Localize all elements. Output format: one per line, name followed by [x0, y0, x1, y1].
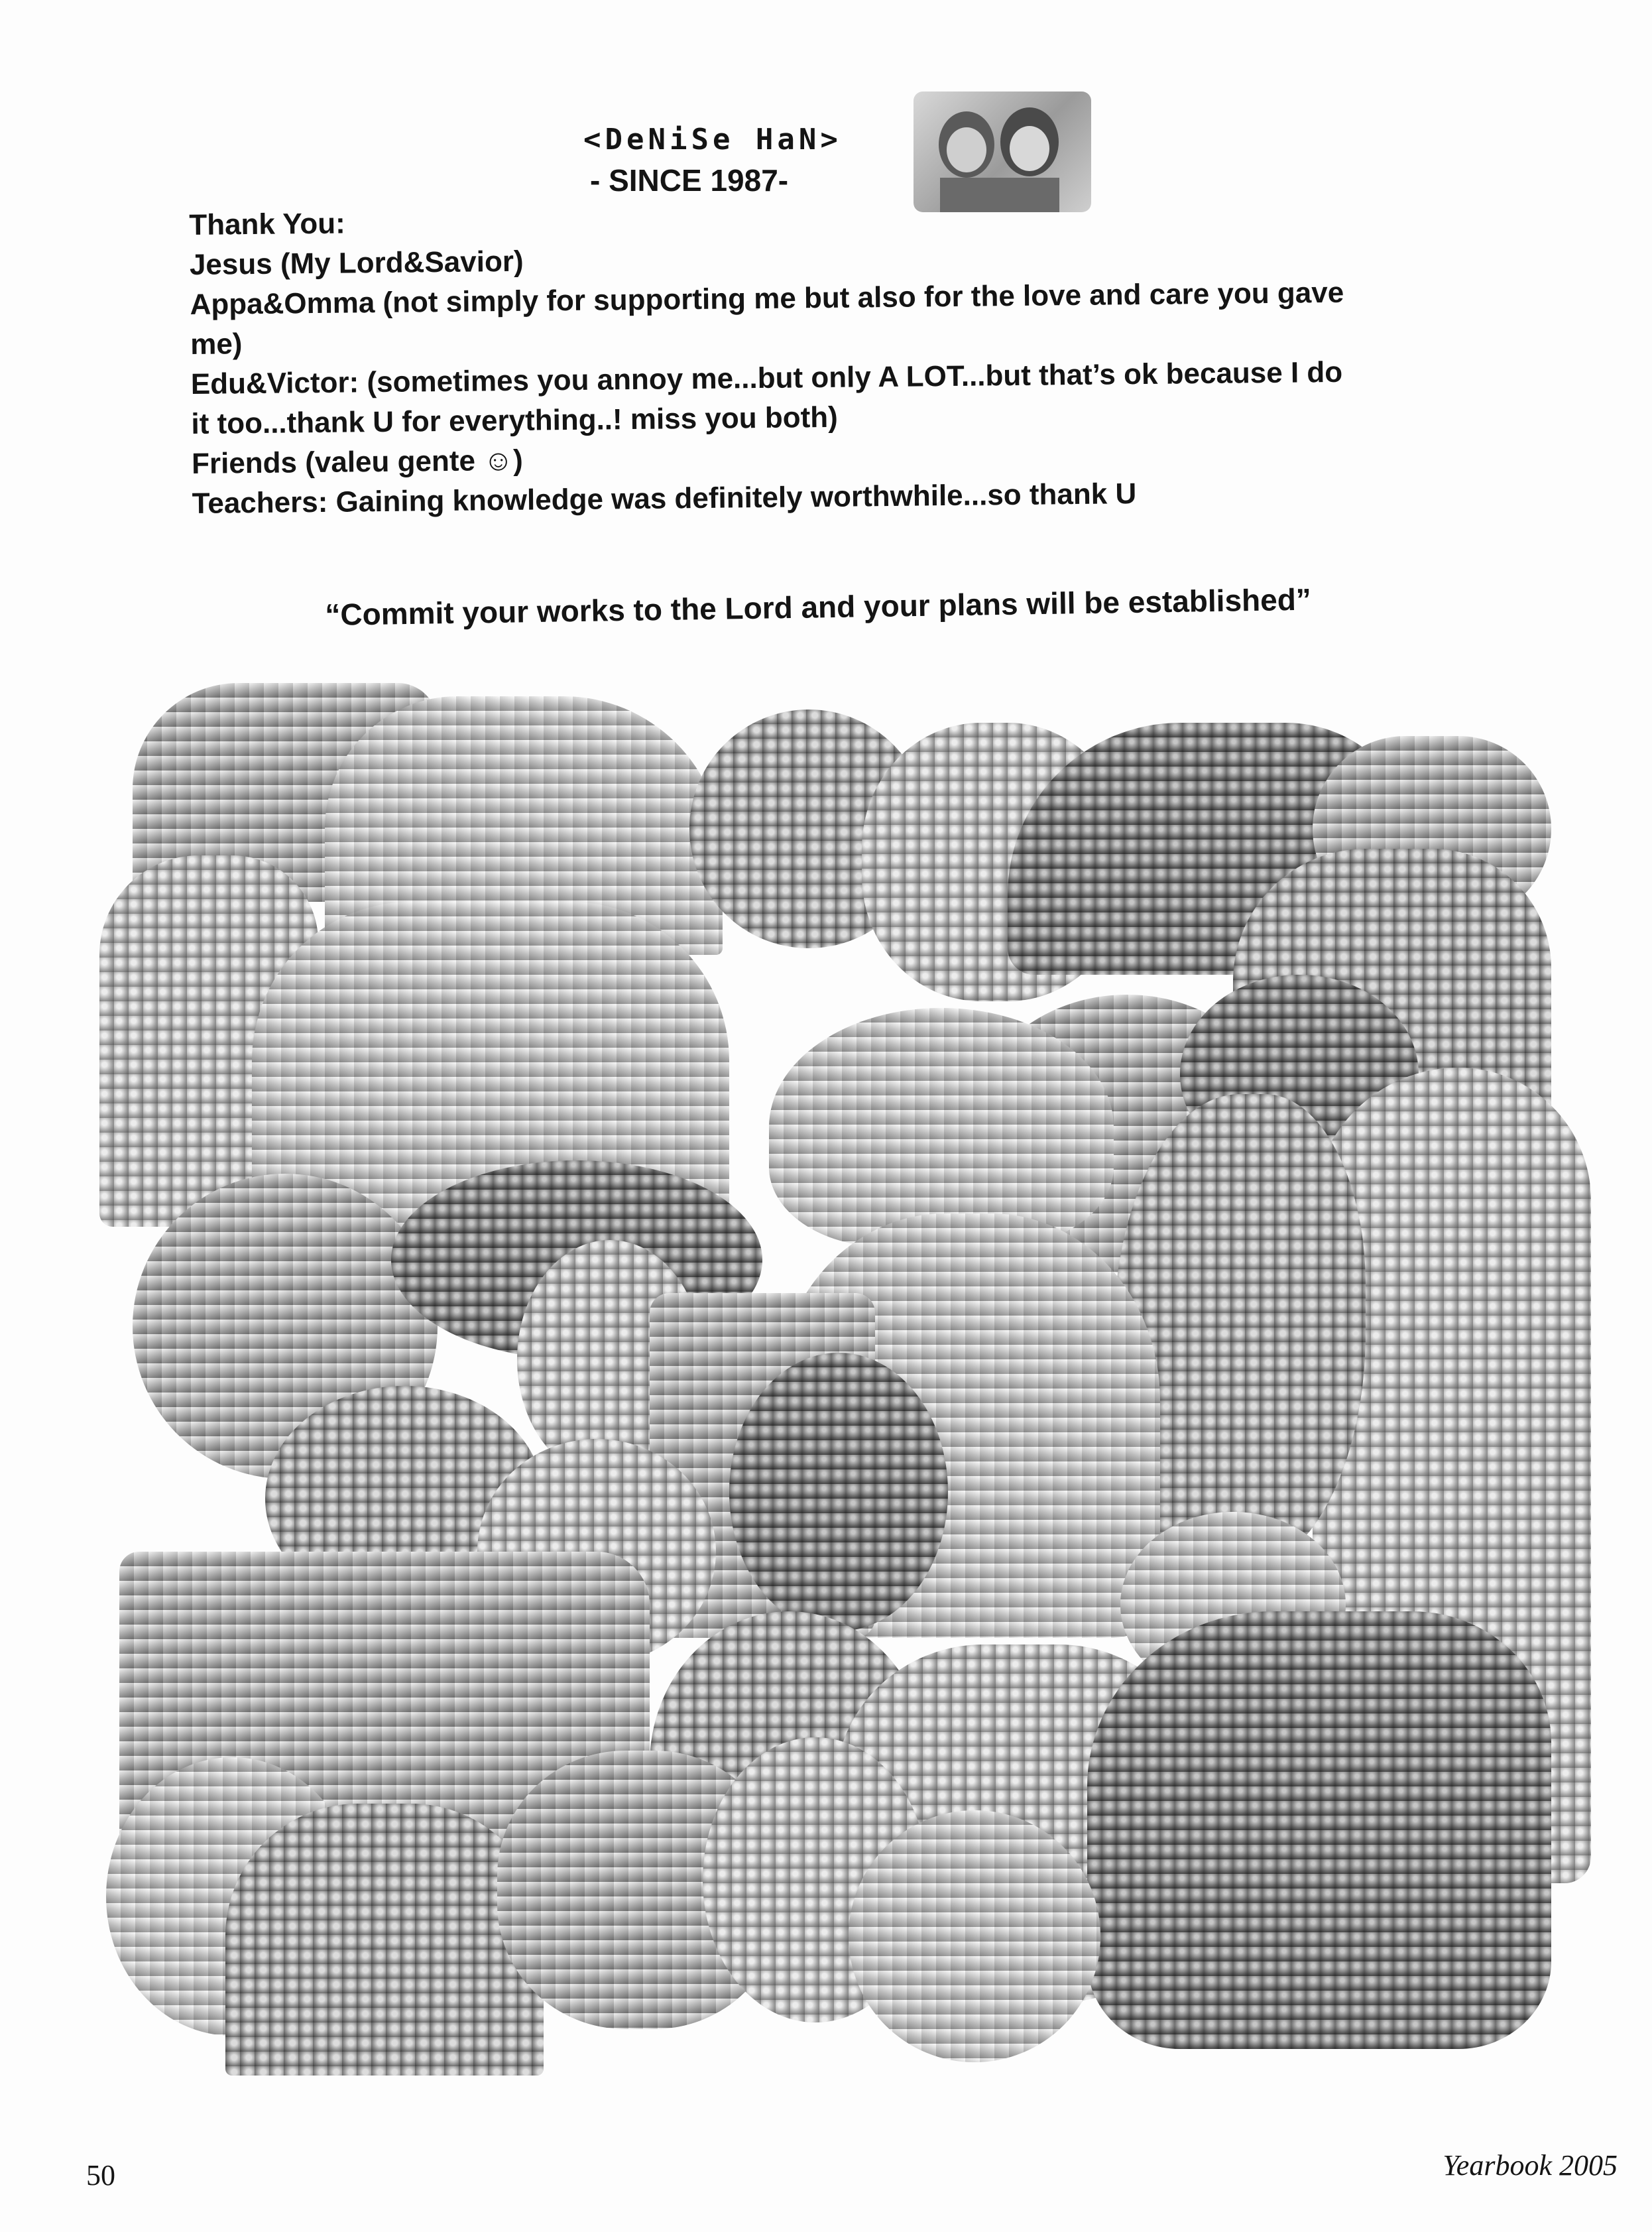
collage-photo — [729, 1353, 948, 1631]
collage-photo — [225, 1804, 544, 2076]
since-year: - SINCE 1987- — [590, 163, 789, 198]
thanks-line: me) — [190, 328, 243, 361]
thank-you-message — [189, 193, 1412, 524]
page-number: 50 — [86, 2159, 115, 2192]
thanks-line: Thank You: — [189, 207, 346, 241]
thanks-line: Teachers: Gaining knowledge was definitely worthwhile...so thank U — [192, 477, 1137, 520]
collage-photo — [769, 1008, 1114, 1247]
student-name: <DeNiSe HaN> — [583, 123, 842, 156]
thanks-line: it too...thank U for everything..! miss you both) — [191, 401, 839, 440]
thanks-line: Friends (valeu gente ☺) — [191, 444, 523, 480]
yearbook-title: Yearbook 2005 — [1443, 2149, 1618, 2182]
collage-photo — [849, 1810, 1100, 2062]
thanks-line: Jesus (My Lord&Savior) — [189, 245, 524, 281]
portrait-photo — [914, 92, 1091, 212]
collage-photo — [1087, 1611, 1551, 2049]
thanks-line: Edu&Victor: (sometimes you annoy me...but only A LOT...but that’s ok because I do — [190, 355, 1343, 401]
thanks-line: Appa&Omma (not simply for supporting me but also for the love and care you gave — [190, 276, 1344, 321]
photo-collage — [106, 683, 1551, 2076]
bible-quote: “Commit your works to the Lord and your plans will be established” — [325, 582, 1312, 632]
